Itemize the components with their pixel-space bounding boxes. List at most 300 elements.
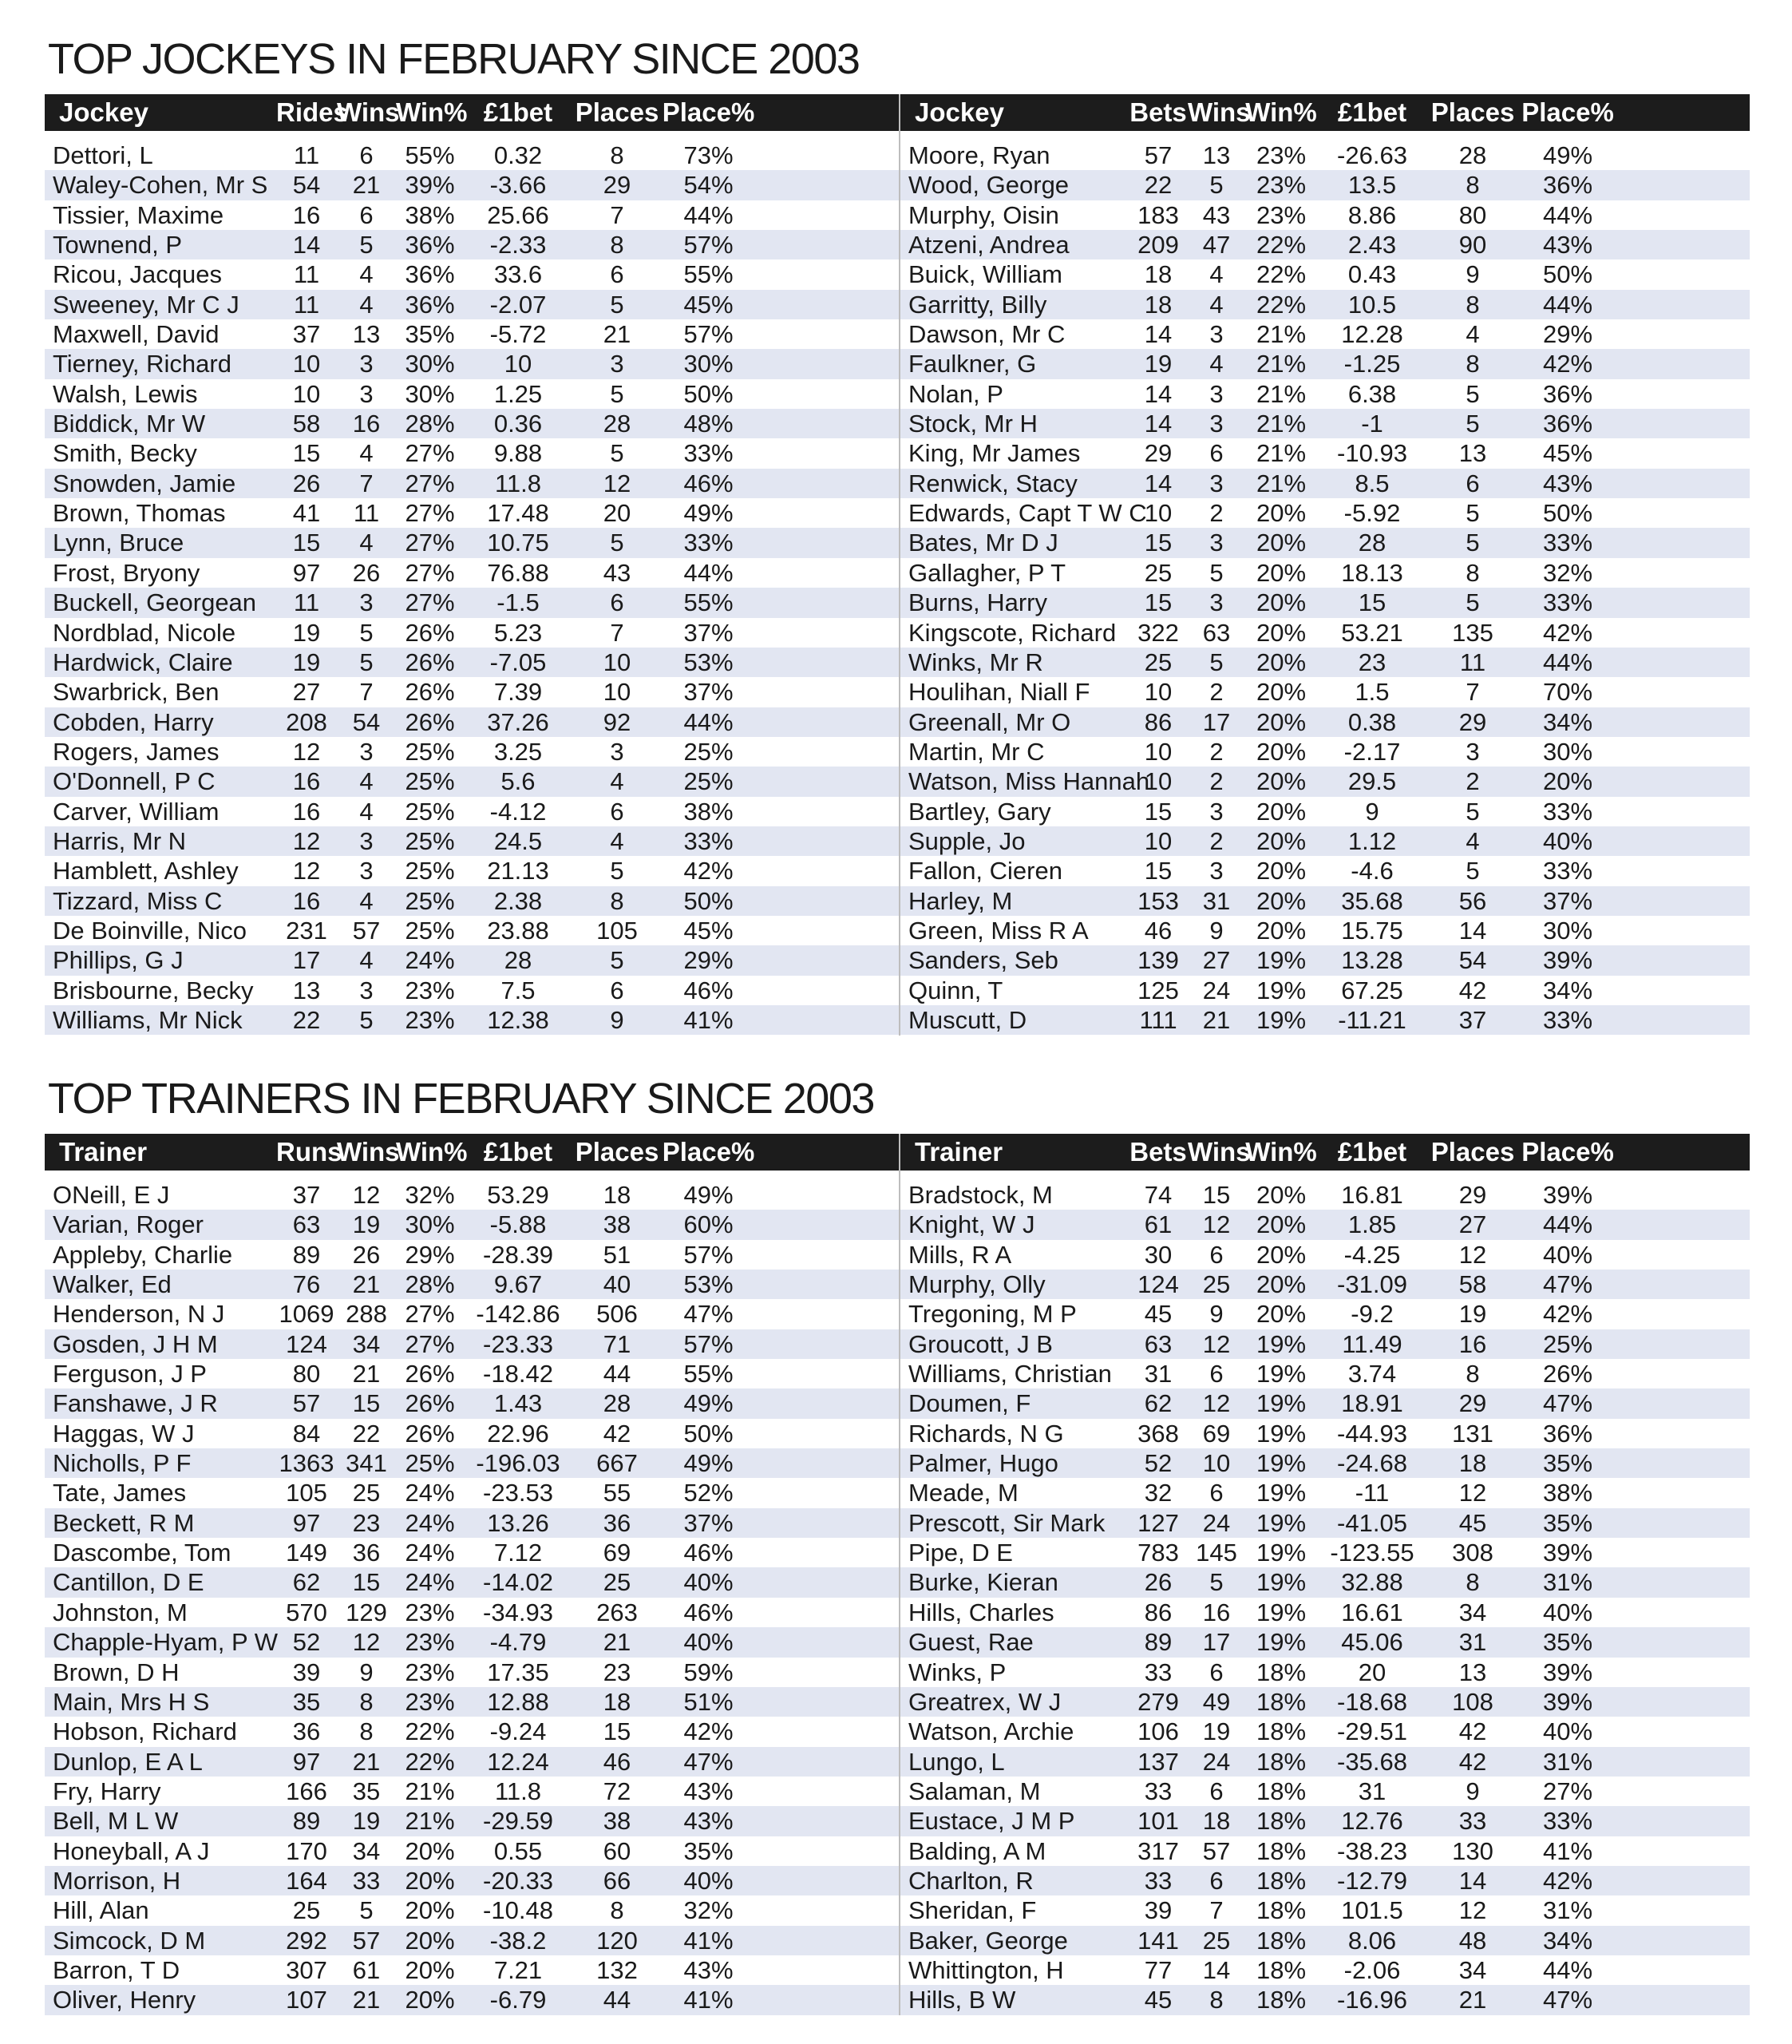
place-pct-cell: 49% (683, 1449, 734, 1478)
table-row (45, 170, 900, 200)
win-pct-cell: 18% (1256, 1658, 1307, 1686)
win-pct-cell: 21% (1256, 379, 1307, 408)
count-cell: 77 (1144, 1955, 1173, 1984)
win-pct-cell: 22% (1256, 290, 1307, 319)
place-pct-cell: 35% (1542, 1508, 1593, 1537)
place-pct-cell: 33% (1542, 1807, 1593, 1836)
count-cell: 12 (292, 857, 321, 885)
name-cell: Houlihan, Niall F (908, 678, 1090, 707)
profit-cell: 5.23 (493, 618, 543, 647)
profit-cell: -41.05 (1337, 1508, 1407, 1537)
win-pct-cell: 20% (1256, 707, 1307, 736)
profit-cell: 76.88 (487, 558, 549, 587)
profit-cell: -28.39 (483, 1240, 553, 1269)
table-row (900, 1985, 1750, 2014)
wins-cell: 63 (1202, 618, 1231, 647)
count-cell: 10 (1144, 737, 1173, 766)
place-pct-cell: 39% (1542, 1181, 1593, 1209)
wins-cell: 2 (1209, 826, 1224, 855)
win-pct-cell: 19% (1256, 1389, 1307, 1418)
count-cell: 39 (1144, 1896, 1173, 1925)
wins-header: Wins (337, 97, 400, 127)
name-cell: Dascombe, Tom (53, 1539, 231, 1567)
name-cell: Dunlop, E A L (53, 1747, 203, 1776)
place-pct-cell: 29% (1542, 320, 1593, 349)
places-cell: 8 (1466, 171, 1480, 200)
table-row (45, 1299, 900, 1329)
profit-cell: -11.21 (1338, 1005, 1406, 1034)
profit-cell: -123.55 (1330, 1539, 1414, 1567)
places-cell: 7 (610, 618, 624, 647)
wins-cell: 12 (1202, 1210, 1231, 1239)
count-cell: 15 (1144, 529, 1173, 557)
column-divider (899, 1134, 900, 2015)
table-row (900, 1777, 1750, 1806)
places-cell: 130 (1452, 1836, 1493, 1865)
place-pct-cell: 33% (1542, 857, 1593, 885)
win-pct-cell: 20% (1256, 1270, 1307, 1299)
places-cell: 31 (1458, 1628, 1487, 1657)
places-cell: 8 (1466, 558, 1480, 587)
place-pct-cell: 39% (1542, 1687, 1593, 1716)
name-cell: Hardwick, Claire (53, 648, 233, 676)
profit-cell: 17.48 (487, 499, 549, 528)
wins-cell: 3 (359, 857, 374, 885)
table-row (900, 707, 1750, 737)
place-pct-cell: 49% (683, 1389, 734, 1418)
table-row (900, 1359, 1750, 1388)
wins-cell: 61 (352, 1955, 381, 1984)
table-row (45, 438, 900, 468)
win-pct-cell: 29% (405, 1240, 455, 1269)
win-pct-cell: 20% (1256, 737, 1307, 766)
places-cell: 6 (610, 976, 624, 1004)
places-cell: 18 (603, 1181, 631, 1209)
count-header: Bets (1129, 1137, 1187, 1167)
name-header: Jockey (59, 97, 148, 127)
places-cell: 21 (603, 320, 631, 349)
profit-cell: 53.29 (487, 1181, 549, 1209)
places-header: Places (575, 1137, 659, 1167)
table-row (900, 916, 1750, 945)
table-row (900, 1567, 1750, 1597)
name-cell: Honeyball, A J (53, 1836, 210, 1865)
name-cell: Chapple-Hyam, P W (53, 1628, 278, 1657)
wins-cell: 341 (346, 1449, 387, 1478)
count-cell: 19 (292, 648, 321, 676)
table-row (900, 1210, 1750, 1239)
place-pct-cell: 45% (683, 290, 734, 319)
name-cell: Dettori, L (53, 141, 153, 169)
places-cell: 36 (603, 1508, 631, 1537)
table-row (900, 1240, 1750, 1270)
win-pct-cell: 21% (1256, 469, 1307, 497)
profit-cell: 35.68 (1341, 886, 1403, 915)
profit-cell: 101.5 (1341, 1896, 1403, 1925)
places-cell: 108 (1452, 1687, 1493, 1716)
win-pct-cell: 19% (1256, 1449, 1307, 1478)
count-cell: 19 (292, 618, 321, 647)
profit-cell: 23 (1358, 648, 1387, 676)
name-cell: Brown, D H (53, 1658, 180, 1686)
places-cell: 6 (1466, 469, 1480, 497)
place-pct-cell: 41% (683, 1926, 734, 1955)
profit-cell: 1.43 (493, 1389, 543, 1418)
count-cell: 84 (292, 1419, 321, 1448)
place-pct-cell: 48% (683, 410, 734, 438)
place-pct-cell: 41% (683, 1005, 734, 1034)
win-pct-cell: 20% (1256, 678, 1307, 707)
wins-cell: 3 (359, 350, 374, 378)
name-cell: Salaman, M (908, 1777, 1041, 1805)
wins-cell: 3 (1209, 410, 1224, 438)
table-row (45, 1866, 900, 1895)
place-pct-cell: 25% (1542, 1329, 1593, 1358)
count-cell: 26 (292, 469, 321, 497)
name-cell: Bell, M L W (53, 1807, 179, 1836)
wins-cell: 6 (359, 141, 374, 169)
name-cell: Biddick, Mr W (53, 410, 206, 438)
wins-cell: 3 (359, 976, 374, 1004)
wins-cell: 19 (352, 1807, 381, 1836)
name-cell: Bates, Mr D J (908, 529, 1058, 557)
table-row (900, 1895, 1750, 1925)
profit-cell: 12.88 (487, 1687, 549, 1716)
places-cell: 60 (603, 1836, 631, 1865)
profit-cell: -20.33 (483, 1866, 553, 1895)
count-cell: 30 (1144, 1240, 1173, 1269)
profit-cell: 7.5 (500, 976, 536, 1004)
profit-cell: 15.75 (1341, 916, 1403, 945)
win-pct-cell: 36% (405, 260, 455, 289)
count-cell: 33 (1144, 1866, 1173, 1895)
places-cell: 5 (610, 857, 624, 885)
table-row (45, 945, 900, 975)
profit-cell: 67.25 (1341, 976, 1403, 1004)
profit-cell: 0.43 (1347, 260, 1397, 289)
place-pct-cell: 45% (1542, 439, 1593, 468)
profit-cell: 12.76 (1341, 1807, 1403, 1836)
wins-cell: 5 (359, 1896, 374, 1925)
places-cell: 28 (1458, 141, 1487, 169)
table-row (45, 1359, 900, 1388)
places-cell: 4 (610, 767, 624, 796)
win-pct-cell: 20% (1256, 1210, 1307, 1239)
table-row (45, 1777, 900, 1806)
table-row (900, 1329, 1750, 1359)
name-cell: Snowden, Jamie (53, 469, 236, 497)
profit-cell: 9.88 (493, 439, 543, 468)
win-pct-cell: 26% (405, 678, 455, 707)
win-pct-cell: 23% (405, 1687, 455, 1716)
places-cell: 8 (1466, 1568, 1480, 1597)
table-row (900, 1926, 1750, 1955)
table-row (900, 1538, 1750, 1567)
profit-cell: 18.91 (1341, 1389, 1403, 1418)
profit-cell: 1.12 (1347, 826, 1397, 855)
wins-cell: 6 (1209, 1866, 1224, 1895)
profit-cell: 10 (504, 350, 532, 378)
profit-cell: -12.79 (1337, 1866, 1407, 1895)
count-cell: 1069 (279, 1300, 334, 1329)
table-row (900, 945, 1750, 975)
count-cell: 10 (292, 350, 321, 378)
table-row (45, 1687, 900, 1717)
wins-cell: 6 (1209, 1240, 1224, 1269)
places-cell: 18 (1458, 1449, 1487, 1478)
place-pct-header: Place% (662, 97, 755, 127)
place-pct-cell: 39% (1542, 946, 1593, 975)
profit-cell: -4.12 (489, 797, 547, 826)
places-cell: 7 (1466, 678, 1480, 707)
places-cell: 5 (1466, 529, 1480, 557)
name-cell: Bradstock, M (908, 1181, 1053, 1209)
places-cell: 37 (1458, 1005, 1487, 1034)
win-pct-cell: 18% (1256, 1836, 1307, 1865)
table-row (45, 797, 900, 826)
place-pct-cell: 42% (1542, 1866, 1593, 1895)
table-row (900, 558, 1750, 588)
profit-cell: 16.61 (1341, 1598, 1403, 1626)
places-cell: 56 (1458, 886, 1487, 915)
count-cell: 46 (1144, 916, 1173, 945)
table-row (45, 1836, 900, 1866)
place-pct-cell: 41% (1542, 1836, 1593, 1865)
name-cell: Main, Mrs H S (53, 1687, 210, 1716)
place-pct-cell: 37% (683, 678, 734, 707)
places-cell: 72 (603, 1777, 631, 1805)
win-pct-cell: 22% (1256, 231, 1307, 259)
name-cell: Williams, Mr Nick (53, 1005, 243, 1034)
name-cell: Brown, Thomas (53, 499, 226, 528)
table-row (900, 1388, 1750, 1418)
trainers-title: TOP TRAINERS IN FEBRUARY SINCE 2003 (48, 1075, 874, 1123)
wins-cell: 5 (359, 618, 374, 647)
place-pct-cell: 32% (683, 1896, 734, 1925)
wins-cell: 7 (1209, 1896, 1224, 1925)
name-cell: Waley-Cohen, Mr S (53, 171, 268, 200)
count-cell: 208 (286, 707, 327, 736)
profit-cell: 11.8 (494, 469, 542, 497)
table-row (900, 498, 1750, 528)
name-cell: Fallon, Cieren (908, 857, 1062, 885)
table-row (45, 976, 900, 1005)
place-pct-cell: 41% (683, 1986, 734, 2014)
place-pct-cell: 31% (1542, 1747, 1593, 1776)
places-cell: 12 (1458, 1240, 1487, 1269)
wins-cell: 17 (1202, 1628, 1231, 1657)
table-row (900, 230, 1750, 259)
place-pct-cell: 34% (1542, 1926, 1593, 1955)
table-row (45, 1806, 900, 1836)
profit-cell: -11 (1355, 1479, 1390, 1507)
place-pct-cell: 30% (683, 350, 734, 378)
place-pct-cell: 46% (683, 1539, 734, 1567)
place-pct-cell: 33% (1542, 1005, 1593, 1034)
win-pct-cell: 19% (1256, 1360, 1307, 1388)
place-pct-cell: 42% (1542, 618, 1593, 647)
profit-cell: 10.5 (1347, 290, 1397, 319)
profit-cell: -2.17 (1343, 737, 1401, 766)
place-pct-cell: 40% (683, 1568, 734, 1597)
count-cell: 35 (292, 1687, 321, 1716)
name-cell: Walsh, Lewis (53, 379, 198, 408)
count-cell: 97 (292, 1508, 321, 1537)
places-cell: 12 (603, 469, 631, 497)
win-pct-cell: 30% (405, 350, 455, 378)
table-row (45, 498, 900, 528)
win-pct-cell: 20% (1256, 1181, 1307, 1209)
wins-cell: 3 (1209, 469, 1224, 497)
count-cell: 231 (286, 916, 327, 945)
table-row (900, 141, 1750, 170)
table-row (45, 469, 900, 498)
win-pct-cell: 26% (405, 707, 455, 736)
wins-cell: 4 (359, 886, 374, 915)
profit-cell: 17.35 (487, 1658, 549, 1686)
profit-header: £1bet (1337, 97, 1407, 127)
table-row (45, 677, 900, 707)
wins-cell: 288 (346, 1300, 387, 1329)
place-pct-cell: 20% (1542, 767, 1593, 796)
name-header: Trainer (59, 1137, 148, 1167)
places-cell: 46 (603, 1747, 631, 1776)
count-cell: 61 (1144, 1210, 1173, 1239)
places-cell: 42 (1458, 1747, 1487, 1776)
name-cell: Watson, Archie (908, 1717, 1074, 1746)
place-pct-cell: 38% (683, 797, 734, 826)
profit-cell: 29.5 (1347, 767, 1397, 796)
wins-cell: 22 (352, 1419, 381, 1448)
name-cell: Watson, Miss Hannah (908, 767, 1150, 796)
count-cell: 209 (1137, 231, 1179, 259)
wins-cell: 9 (1209, 1300, 1224, 1329)
table-row (900, 528, 1750, 557)
wins-cell: 19 (352, 1210, 381, 1239)
wins-cell: 3 (1209, 857, 1224, 885)
place-pct-cell: 50% (683, 379, 734, 408)
places-cell: 10 (603, 678, 631, 707)
places-cell: 4 (610, 826, 624, 855)
place-pct-cell: 60% (683, 1210, 734, 1239)
profit-cell: 23.88 (487, 916, 549, 945)
count-cell: 16 (292, 767, 321, 796)
places-cell: 3 (1466, 737, 1480, 766)
place-pct-cell: 40% (683, 1866, 734, 1895)
places-cell: 28 (603, 1389, 631, 1418)
win-pct-cell: 26% (405, 1360, 455, 1388)
name-cell: Guest, Rae (908, 1628, 1034, 1657)
wins-cell: 27 (1202, 946, 1231, 975)
count-cell: 26 (1144, 1568, 1173, 1597)
profit-cell: -2.07 (489, 290, 547, 319)
count-cell: 125 (1137, 976, 1179, 1004)
wins-header: Wins (337, 1137, 400, 1167)
place-pct-cell: 50% (683, 886, 734, 915)
table-row (45, 766, 900, 796)
wins-cell: 4 (359, 767, 374, 796)
count-cell: 15 (292, 439, 321, 468)
table-row (45, 1955, 900, 1985)
table-row (45, 1419, 900, 1448)
table-row (900, 200, 1750, 230)
places-cell: 43 (603, 558, 631, 587)
place-pct-cell: 57% (683, 1329, 734, 1358)
place-pct-cell: 47% (1542, 1389, 1593, 1418)
count-cell: 279 (1137, 1687, 1179, 1716)
win-pct-cell: 35% (405, 320, 455, 349)
profit-cell: 1.85 (1347, 1210, 1397, 1239)
places-cell: 105 (596, 916, 638, 945)
profit-cell: 12.28 (1341, 320, 1403, 349)
name-cell: Edwards, Capt T W C (908, 499, 1147, 528)
profit-cell: -196.03 (476, 1449, 560, 1478)
wins-cell: 36 (352, 1539, 381, 1567)
win-pct-cell: 27% (405, 439, 455, 468)
places-cell: 5 (1466, 588, 1480, 617)
win-pct-cell: 26% (405, 1419, 455, 1448)
name-cell: Groucott, J B (908, 1329, 1053, 1358)
win-pct-cell: 20% (1256, 648, 1307, 676)
name-cell: Eustace, J M P (908, 1807, 1075, 1836)
profit-cell: 3.25 (493, 737, 543, 766)
profit-cell: -23.33 (483, 1329, 553, 1358)
count-cell: 10 (1144, 826, 1173, 855)
place-pct-cell: 42% (1542, 1300, 1593, 1329)
name-cell: Brisbourne, Becky (53, 976, 254, 1004)
win-pct-header: Win% (396, 1137, 468, 1167)
wins-cell: 15 (352, 1568, 381, 1597)
name-cell: Burns, Harry (908, 588, 1047, 617)
table-row (45, 916, 900, 945)
name-cell: Cantillon, D E (53, 1568, 204, 1597)
name-cell: Tregoning, M P (908, 1300, 1077, 1329)
wins-cell: 12 (352, 1181, 381, 1209)
places-cell: 12 (1458, 1896, 1487, 1925)
places-cell: 44 (603, 1360, 631, 1388)
win-pct-cell: 20% (1256, 1240, 1307, 1269)
place-pct-cell: 40% (1542, 1240, 1593, 1269)
place-pct-cell: 30% (1542, 916, 1593, 945)
table-row (45, 1717, 900, 1746)
places-cell: 29 (1458, 1181, 1487, 1209)
places-cell: 135 (1452, 618, 1493, 647)
name-cell: De Boinville, Nico (53, 916, 247, 945)
table-header (900, 94, 1750, 131)
table-row (900, 1478, 1750, 1507)
table-row (900, 648, 1750, 677)
places-cell: 6 (610, 797, 624, 826)
wins-cell: 4 (1209, 260, 1224, 289)
count-cell: 307 (286, 1955, 327, 1984)
wins-cell: 5 (1209, 558, 1224, 587)
count-cell: 76 (292, 1270, 321, 1299)
place-pct-cell: 43% (683, 1955, 734, 1984)
table-row (900, 290, 1750, 319)
place-pct-cell: 36% (1542, 379, 1593, 408)
profit-cell: 2.43 (1347, 231, 1397, 259)
count-cell: 12 (292, 826, 321, 855)
win-pct-cell: 18% (1256, 1747, 1307, 1776)
win-pct-cell: 20% (1256, 499, 1307, 528)
name-cell: Fry, Harry (53, 1777, 161, 1805)
places-cell: 263 (596, 1598, 638, 1626)
wins-cell: 5 (1209, 1568, 1224, 1597)
wins-cell: 4 (359, 797, 374, 826)
name-cell: Sanders, Seb (908, 946, 1058, 975)
wins-cell: 25 (1202, 1270, 1231, 1299)
profit-cell: -38.23 (1337, 1836, 1407, 1865)
